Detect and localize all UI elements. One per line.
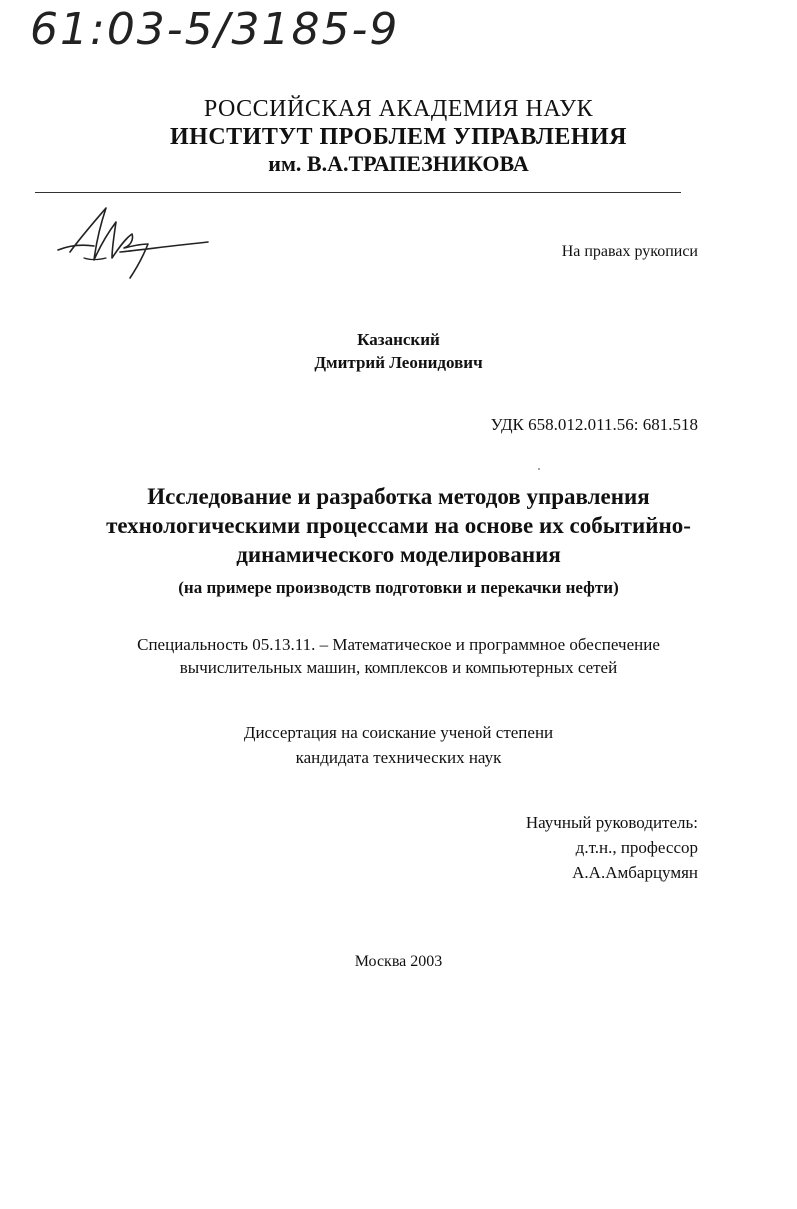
specialty-block — [0, 633, 797, 679]
title-line: Исследование и разработка методов управления — [147, 484, 650, 509]
specialty-line: вычислительных машин, комплексов и компьютерных сетей — [179, 658, 618, 677]
author-surname: Казанский — [357, 330, 440, 349]
advisor-block — [526, 810, 698, 885]
dissertation-title — [0, 482, 797, 569]
dissertation-subtitle: (на примере производств подготовки и перекачки нефти) — [178, 578, 619, 597]
archive-stamp: 61:03-5/3185-9 — [30, 4, 400, 55]
advisor-label: Научный руководитель: — [525, 813, 698, 832]
city-year: Москва 2003 — [354, 953, 443, 970]
academy-name: РОССИЙСКАЯ АКАДЕМИЯ НАУК — [203, 96, 594, 122]
degree-line: кандидата технических наук — [295, 748, 502, 767]
title-line: технологическими процессами на основе их событийно- — [106, 513, 691, 538]
institute-named-after: им. В.А.ТРАПЕЗНИКОВА — [268, 151, 529, 176]
speck — [538, 468, 540, 470]
advisor-degree: д.т.н., профессор — [575, 838, 698, 857]
author-block — [0, 328, 797, 374]
handwritten-signature — [50, 200, 220, 285]
degree-block — [0, 720, 797, 770]
advisor-name: А.А.Амбарцумян — [572, 863, 698, 882]
header-divider — [35, 192, 681, 193]
specialty-line: Специальность 05.13.11. – Математическое и программное обеспечение — [137, 635, 660, 654]
institute-name: ИНСТИТУТ ПРОБЛЕМ УПРАВЛЕНИЯ — [170, 124, 627, 150]
title-line: динамического моделирования — [236, 542, 561, 567]
rights-note: На правах рукописи — [561, 243, 698, 260]
degree-line: Диссертация на соискание ученой степени — [243, 723, 554, 742]
author-given-names: Дмитрий Леонидович — [314, 353, 483, 372]
udk-code: УДК 658.012.011.56: 681.518 — [490, 415, 698, 434]
